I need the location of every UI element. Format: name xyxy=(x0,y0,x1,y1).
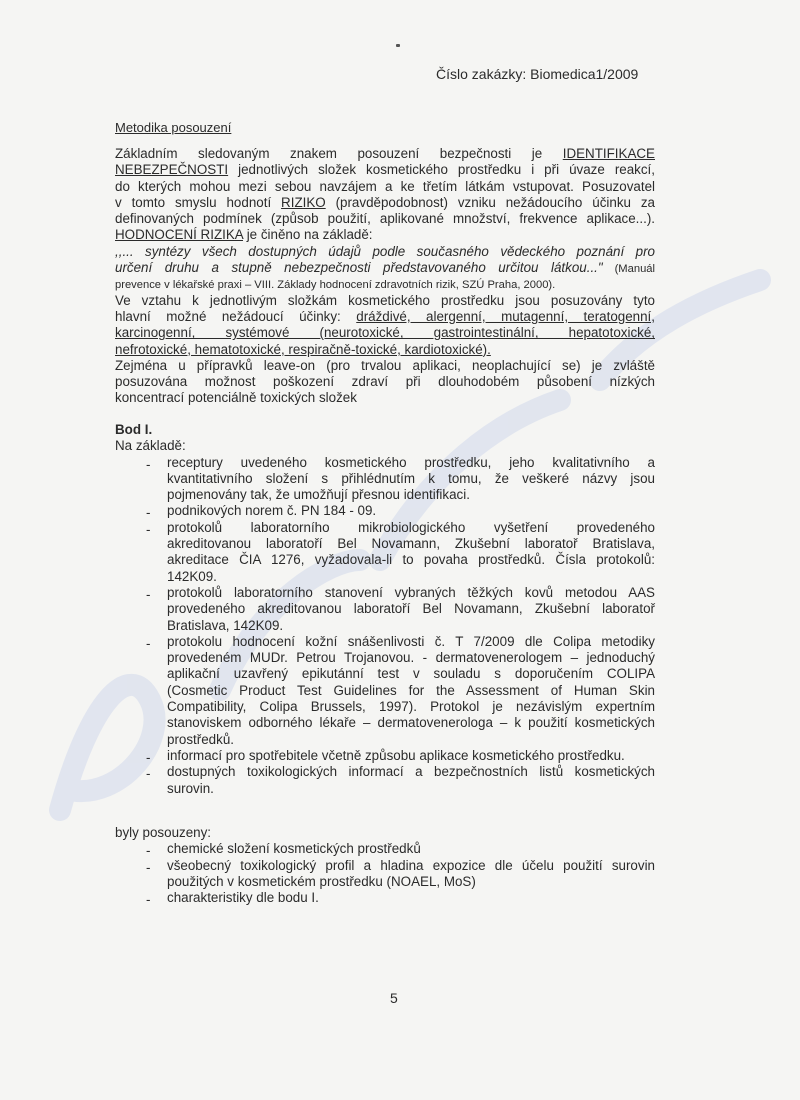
text-line xyxy=(167,585,655,601)
text-line xyxy=(115,227,655,243)
bullet-dash: - xyxy=(146,505,151,521)
text-segment: všeobecný toxikologický profil a hladina expozice dle účelu použití surovin xyxy=(167,857,655,873)
text-segment: Zejména u přípravků leave-on (pro trvalou aplikaci, neoplachující se) je zvláště xyxy=(115,357,655,373)
text-line xyxy=(167,471,655,487)
text-segment: informací pro spotřebitele včetně způsobu aplikace kosmetického prostředku. xyxy=(167,747,625,763)
bod-section xyxy=(115,422,655,797)
text-line xyxy=(115,260,655,276)
text-line xyxy=(167,618,655,634)
bod-lead: Na základě: xyxy=(115,438,186,454)
text-line xyxy=(167,841,655,857)
bullet-dash: - xyxy=(146,521,151,537)
text-segment: chemické složení kosmetických prostředků xyxy=(167,841,421,857)
list-item xyxy=(115,503,655,519)
text-segment: protokolu hodnocení kožní snášenlivosti č. T 7/2009 dle Colipa metodiky xyxy=(167,633,655,649)
text-line xyxy=(167,683,655,699)
text-segment: charakteristiky dle bodu I. xyxy=(167,890,319,906)
text-line xyxy=(115,162,655,178)
bullet-dash: - xyxy=(146,892,151,908)
bullet-dash: - xyxy=(146,766,151,782)
list-item xyxy=(115,634,655,748)
page-number: 5 xyxy=(390,990,398,1006)
text-segment: aplikační uzavřený epikutánní test v souladu s doporučením COLIPA xyxy=(167,666,655,682)
paragraph xyxy=(115,146,655,244)
text-segment: (pravděpodobnost) vzniku nežádoucího účinku za xyxy=(325,194,655,210)
text-segment: provedeném MUDr. Petrou Trojanovou. - dermatovenerologem – jednoduchý xyxy=(167,650,655,666)
text-line xyxy=(167,781,655,797)
underlined-text: dráždivé, alergenní, mutagenní, teratogenní, xyxy=(356,308,655,324)
text-segment: v tomto smyslu hodnotí xyxy=(115,194,282,210)
text-segment: do kterých mohou mezi sebou navzájem a ke třetím látkám vstupovat. Posuzovatel xyxy=(115,178,655,194)
underlined-text: IDENTIFIKACE xyxy=(562,146,655,161)
text-segment: provedeného akreditovanou laboratoří Bel Novamann, Zkušební laboratoř xyxy=(167,601,655,617)
text-line xyxy=(167,487,655,503)
text-line xyxy=(167,890,655,906)
text-line xyxy=(167,858,655,874)
list-item xyxy=(115,520,655,585)
text-line xyxy=(115,342,655,358)
text-line xyxy=(167,748,655,764)
text-line xyxy=(167,764,655,780)
text-line xyxy=(167,520,655,536)
text-segment: jednotlivých složek kosmetického prostředku i při úvaze reakcí, xyxy=(228,162,655,178)
citation-text: (Manuál xyxy=(602,263,655,276)
text-segment: prostředků. xyxy=(167,731,234,747)
text-segment: posuzována možnost poškození zdraví při dlouhodobém působení nízkých xyxy=(115,374,655,390)
text-line xyxy=(115,358,655,374)
text-line xyxy=(115,146,655,162)
bullet-dash: - xyxy=(146,749,151,765)
section-title: Metodika posouzení xyxy=(115,120,232,135)
text-line xyxy=(167,732,655,748)
text-line xyxy=(167,552,655,568)
text-line xyxy=(115,325,655,341)
list-item xyxy=(115,585,655,634)
assessed-section xyxy=(115,825,655,906)
list-item xyxy=(115,748,655,764)
order-number: Číslo zakázky: Biomedica1/2009 xyxy=(436,66,639,82)
bullet-dash: - xyxy=(146,859,151,875)
text-line xyxy=(115,374,655,390)
text-line xyxy=(167,455,655,471)
underlined-text: RIZIKO xyxy=(281,194,326,210)
paragraph xyxy=(115,244,655,293)
underlined-text: NEBEZPEČNOSTI xyxy=(115,162,229,178)
list-item xyxy=(115,890,655,906)
scan-speck xyxy=(396,44,400,47)
text-line xyxy=(167,650,655,666)
text-segment: surovin. xyxy=(167,780,214,796)
underlined-text: HODNOCENÍ RIZIKA xyxy=(115,227,243,243)
text-line xyxy=(167,536,655,552)
list-item xyxy=(115,841,655,857)
bullet-dash: - xyxy=(146,635,151,651)
text-segment: Bratislava, 142K09. xyxy=(167,617,284,633)
assessed-list xyxy=(115,841,655,906)
text-line xyxy=(115,195,655,211)
bullet-dash: - xyxy=(146,843,151,859)
text-line xyxy=(167,634,655,650)
text-line xyxy=(167,699,655,715)
text-segment: receptury uvedeného kosmetického prostředku, jeho kvalitativního a xyxy=(167,454,655,470)
text-line xyxy=(167,715,655,731)
text-segment: protokolů laboratorního mikrobiologického vyšetření provedeného xyxy=(167,519,655,535)
bod-heading: Bod I. xyxy=(115,422,153,437)
text-line xyxy=(167,503,655,519)
quote-text: ,,... syntézy všech dostupných údajů podle současného vědeckého poznání pro xyxy=(115,243,655,259)
text-line xyxy=(115,211,655,227)
text-line xyxy=(115,390,655,406)
text-line xyxy=(115,309,655,325)
underlined-text: karcinogenní, systémové (neurotoxické, gastrointestinální, hepatotoxické, xyxy=(115,325,655,341)
text-segment: pojmenovány tak, že umožňují přesnou identifikaci. xyxy=(167,487,470,503)
text-line xyxy=(167,601,655,617)
list-item xyxy=(115,455,655,504)
underlined-text: nefrotoxické, hematotoxické, respiračně-toxické, kardiotoxické). xyxy=(115,341,491,357)
text-segment: Základním sledovaným znakem posouzení bezpečnosti je xyxy=(115,146,563,161)
text-line xyxy=(167,874,655,890)
paragraph xyxy=(115,358,655,407)
text-segment: je činěno na základě: xyxy=(242,227,373,243)
text-line xyxy=(115,293,655,309)
bullet-dash: - xyxy=(146,456,151,472)
quote-text: určení druhu a stupně nebezpečnosti představovaného určitou látkou..." xyxy=(115,260,603,276)
text-segment: dostupných toxikologických informací a bezpečnostních listů kosmetických xyxy=(167,764,655,780)
intro-text xyxy=(115,146,655,407)
citation-text: prevence v lékařské praxi – VIII. Základy hodnocení zdravotních rizik, SZÚ Praha, 2000). xyxy=(115,279,556,292)
text-segment: (Cosmetic Product Test Guidelines for the Assessment of Human Skin xyxy=(167,682,655,698)
bod-list xyxy=(115,455,655,797)
list-item xyxy=(115,858,655,891)
text-segment: Compatibility, Colipa Brussels, 1997). Protokol je nezávislým expertním xyxy=(167,699,655,715)
paragraph xyxy=(115,293,655,358)
text-line xyxy=(115,276,655,292)
text-segment: definovaných podmínek (způsob použití, aplikované množství, frekvence aplikace...). xyxy=(115,211,655,227)
text-segment: podnikových norem č. PN 184 - 09. xyxy=(167,503,377,519)
text-line xyxy=(115,244,655,260)
text-segment: akreditovanou laboratoří Bel Novamann, Zkušební laboratoř Bratislava, xyxy=(167,536,655,552)
text-line xyxy=(167,569,655,585)
assessed-lead: byly posouzeny: xyxy=(115,825,212,840)
text-line xyxy=(167,666,655,682)
text-segment: akreditace ČIA 1276, vyžadovala-li to povaha prostředků. Čísla protokolů: xyxy=(167,552,655,568)
text-segment: Ve vztahu k jednotlivým složkám kosmetického prostředku jsou posuzovány tyto xyxy=(115,292,655,308)
text-segment: koncentrací potenciálně toxických složek xyxy=(115,390,357,406)
list-item xyxy=(115,764,655,797)
text-segment: použitých v kosmetickém prostředku (NOAEL, MoS) xyxy=(167,873,476,889)
text-segment: kvantitativního složení s přihlédnutím k tomu, že veškeré názvy jsou xyxy=(167,470,655,486)
text-segment: protokolů laboratorního stanovení vybraných těžkých kovů metodou AAS xyxy=(167,584,655,600)
text-segment: 142K09. xyxy=(167,568,217,584)
bullet-dash: - xyxy=(146,586,151,602)
text-segment: hlavní možné nežádoucí účinky: xyxy=(115,308,357,324)
text-line xyxy=(115,179,655,195)
text-segment: stanoviskem odborného lékaře – dermatovenerologa – k použití kosmetických xyxy=(167,715,655,731)
